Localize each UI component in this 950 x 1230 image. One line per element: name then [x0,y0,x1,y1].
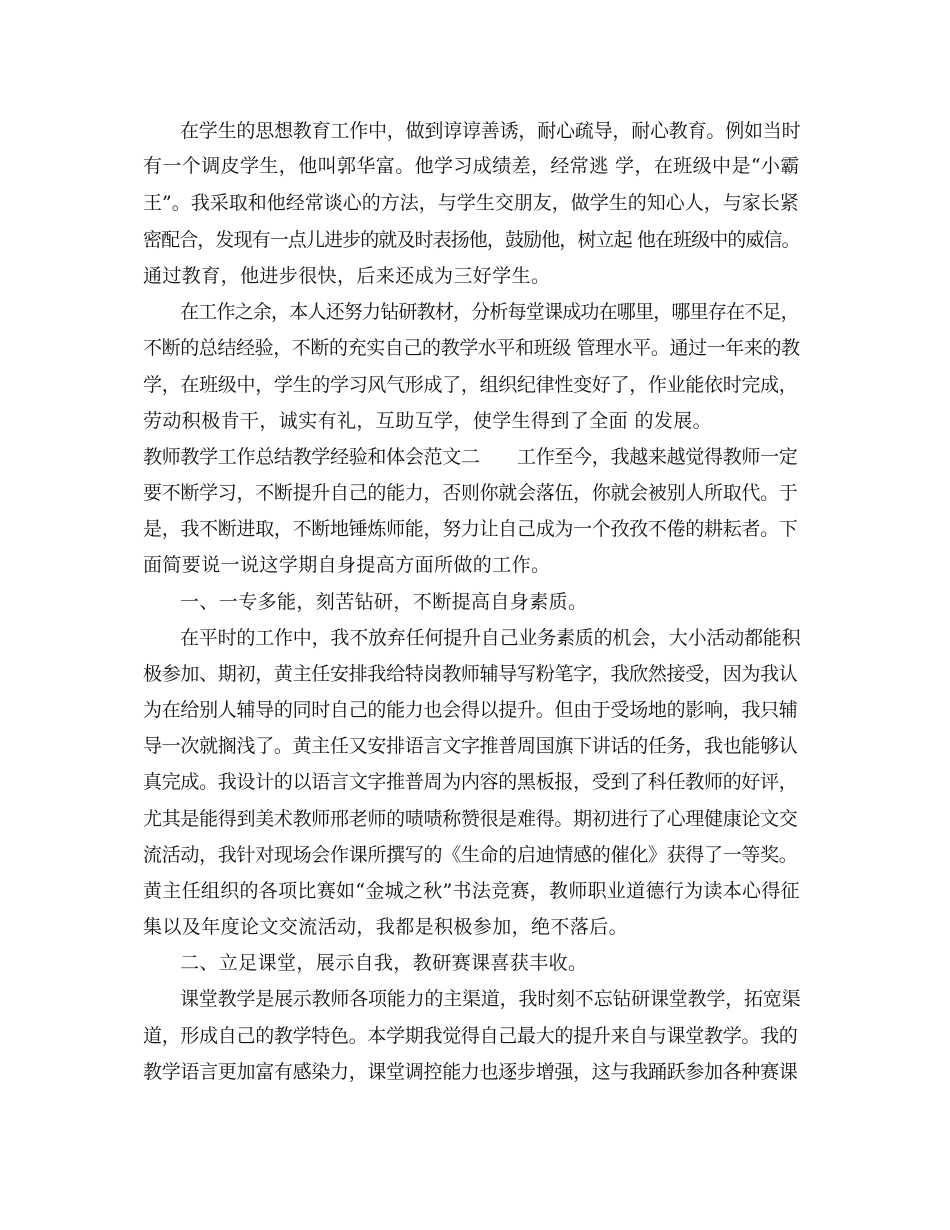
text-line-10: 教师教学工作总结教学经验和体会范文二 工作至今，我越来越觉得教师一定 [143,446,798,468]
text-line-05: 通过教育，他进步很快，后来还成为三好学生。 [143,265,551,287]
text-line-27: 教学语言更加富有感染力，课堂调控能力也逐步增强，这与我踊跃参加各种赛课 [143,1061,798,1083]
text-line-16: 极参加、期初，黄主任安排我给特岗教师辅导写粉笔字，我欣然接受，因为我认 [143,663,798,685]
text-line-08: 学，在班级中，学生的学习风气形成了，组织纪律性变好了，作业能依时完成， [143,374,798,396]
text-line-18: 导一次就搁浅了。黄主任又安排语言文字推普周国旗下讲话的任务，我也能够认 [143,735,798,757]
text-line-09: 劳动积极肯干，诚实有礼，互助互学，使学生得到了全面 的发展。 [143,410,713,432]
text-line-19: 真完成。我设计的以语言文字推普周为内容的黑板报，受到了科任教师的好评， [143,771,798,793]
text-line-11: 要不断学习，不断提升自己的能力，否则你就会落伍，你就会被别人所取代。于 [143,482,798,504]
text-line-04: 密配合，发现有一点儿进步的就及时表扬他，鼓励他，树立起 他在班级中的威信。 [143,229,800,251]
section-heading-2: 二、立足课堂，展示自我，教研赛课喜获丰收。 [180,952,588,974]
text-line-17: 为在给别人辅导的同时自己的能力也会得以提升。但由于受场地的影响，我只辅 [143,699,798,721]
text-line-26: 道，形成自己的教学特色。本学期我觉得自己最大的提升来自与课堂教学。我的 [143,1025,798,1047]
text-line-15: 在平时的工作中，我不放弃任何提升自己业务素质的机会，大小活动都能积 [180,627,801,649]
text-line-13: 面简要说一说这学期自身提高方面所做的工作。 [143,554,551,576]
text-line-01: 在学生的思想教育工作中，做到谆谆善诱，耐心疏导，耐心教育。例如当时 [180,120,801,142]
text-line-07: 不断的总结经验，不断的充实自己的教学水平和班级 管理水平。通过一年来的教 [143,337,800,359]
text-line-22: 黄主任组织的各项比赛如“金城之秋”书法竞赛，教师职业道德行为读本心得征 [143,880,800,902]
section-heading-1: 一、一专多能，刻苦钻研，不断提高自身素质。 [180,591,588,613]
text-line-21: 流活动，我针对现场会作课所撰写的《生命的启迪情感的催化》获得了一等奖。 [143,844,798,866]
text-line-03: 王”。我采取和他经常谈心的方法，与学生交朋友，做学生的知心人，与家长紧 [143,192,799,214]
text-line-06: 在工作之余，本人还努力钻研教材，分析每堂课成功在哪里，哪里存在不足， [180,301,799,323]
text-line-25: 课堂教学是展示教师各项能力的主渠道，我时刻不忘钻研课堂教学，拓宽渠 [180,988,801,1010]
text-line-02: 有一个调皮学生，他叫郭华富。他学习成绩差，经常逃 学，在班级中是“小霸 [143,155,800,177]
text-line-20: 尤其是能得到美术教师邢老师的啧啧称赞很是难得。期初进行了心理健康论文交 [143,808,798,830]
text-line-12: 是，我不断进取，不断地锤炼师能，努力让自己成为一个孜孜不倦的耕耘者。下 [143,518,798,540]
text-line-23: 集以及年度论文交流活动，我都是积极参加，绝不落后。 [143,916,629,938]
